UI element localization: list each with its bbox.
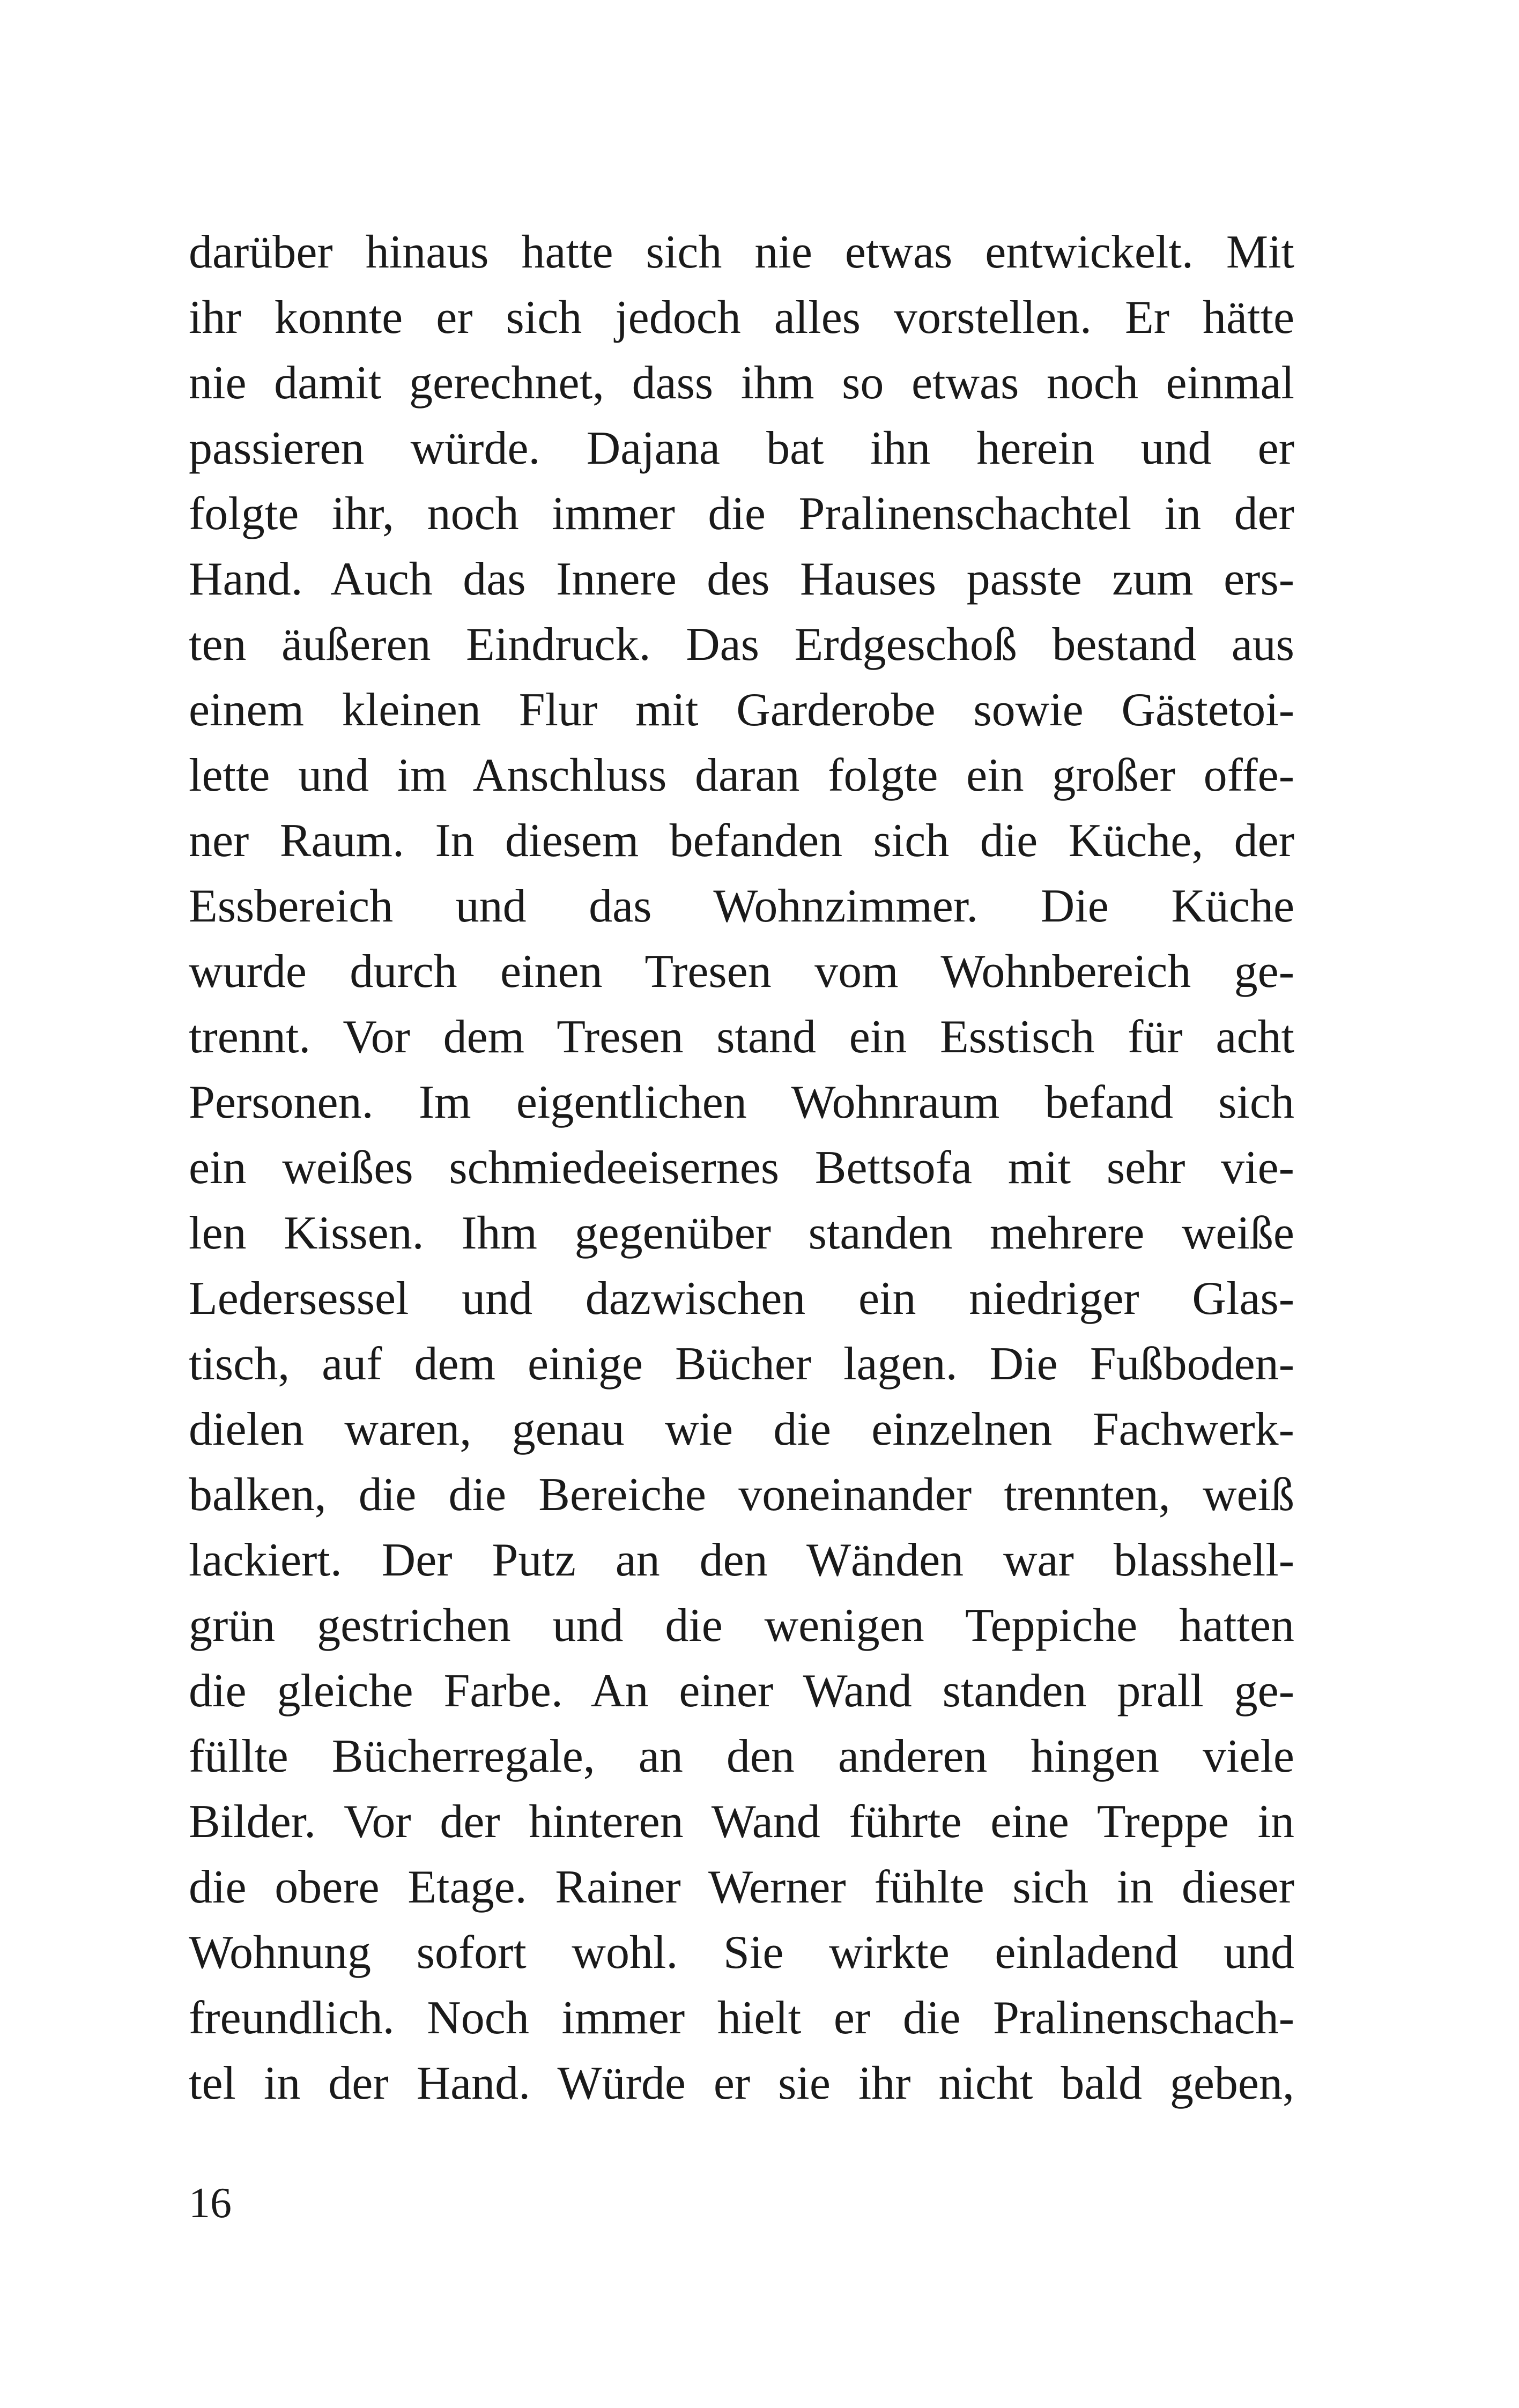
text-line-4: passieren würde. Dajana bat ihn herein und er bbox=[189, 422, 1294, 474]
text-line-25: Bilder. Vor der hinteren Wand führte eine Treppe in bbox=[189, 1796, 1294, 1848]
page-number: 16 bbox=[189, 2180, 232, 2227]
text-line-5: folgte ihr, noch immer die Pralinenschachtel in der bbox=[189, 488, 1294, 540]
text-line-2: ihr konnte er sich jedoch alles vorstellen. Er hätte bbox=[189, 292, 1294, 344]
text-line-1: darüber hinaus hatte sich nie etwas entwickelt. Mit bbox=[189, 226, 1294, 278]
text-line-24: füllte Bücherregale, an den anderen hingen viele bbox=[189, 1730, 1294, 1782]
text-line-3: nie damit gerechnet, dass ihm so etwas noch einmal bbox=[189, 357, 1294, 409]
text-line-26: die obere Etage. Rainer Werner fühlte sich in dieser bbox=[189, 1861, 1294, 1913]
text-line-16: len Kissen. Ihm gegenüber standen mehrere weiße bbox=[189, 1207, 1294, 1259]
text-line-14: Personen. Im eigentlichen Wohnraum befand sich bbox=[189, 1076, 1294, 1128]
text-line-19: dielen waren, genau wie die einzelnen Fachwerk- bbox=[189, 1403, 1294, 1455]
text-line-9: lette und im Anschluss daran folgte ein großer offe- bbox=[189, 749, 1294, 801]
text-line-12: wurde durch einen Tresen vom Wohnbereich ge- bbox=[189, 946, 1294, 998]
text-line-13: trennt. Vor dem Tresen stand ein Esstisch für acht bbox=[189, 1011, 1294, 1063]
text-line-17: Ledersessel und dazwischen ein niedriger Glas- bbox=[189, 1273, 1294, 1325]
text-line-8: einem kleinen Flur mit Garderobe sowie Gästetoi- bbox=[189, 684, 1294, 736]
text-line-28: freundlich. Noch immer hielt er die Pralinenschach- bbox=[189, 1992, 1294, 2044]
text-line-18: tisch, auf dem einige Bücher lagen. Die Fußboden- bbox=[189, 1338, 1294, 1390]
text-line-23: die gleiche Farbe. An einer Wand standen prall ge- bbox=[189, 1665, 1294, 1717]
text-line-20: balken, die die Bereiche voneinander trennten, weiß bbox=[189, 1469, 1294, 1521]
text-line-29: tel in der Hand. Würde er sie ihr nicht bald geben, bbox=[189, 2057, 1294, 2109]
text-line-10: ner Raum. In diesem befanden sich die Küche, der bbox=[189, 815, 1294, 867]
body-text bbox=[189, 220, 1294, 2116]
text-line-7: ten äußeren Eindruck. Das Erdgeschoß bestand aus bbox=[189, 619, 1294, 671]
text-line-6: Hand. Auch das Innere des Hauses passte zum ers- bbox=[189, 553, 1294, 605]
text-line-22: grün gestrichen und die wenigen Teppiche hatten bbox=[189, 1600, 1294, 1652]
text-line-27: Wohnung sofort wohl. Sie wirkte einladend und bbox=[189, 1927, 1294, 1979]
text-line-11: Essbereich und das Wohnzimmer. Die Küche bbox=[189, 880, 1294, 932]
text-line-15: ein weißes schmiedeeisernes Bettsofa mit sehr vie- bbox=[189, 1142, 1294, 1194]
text-line-21: lackiert. Der Putz an den Wänden war blasshell- bbox=[189, 1534, 1294, 1586]
